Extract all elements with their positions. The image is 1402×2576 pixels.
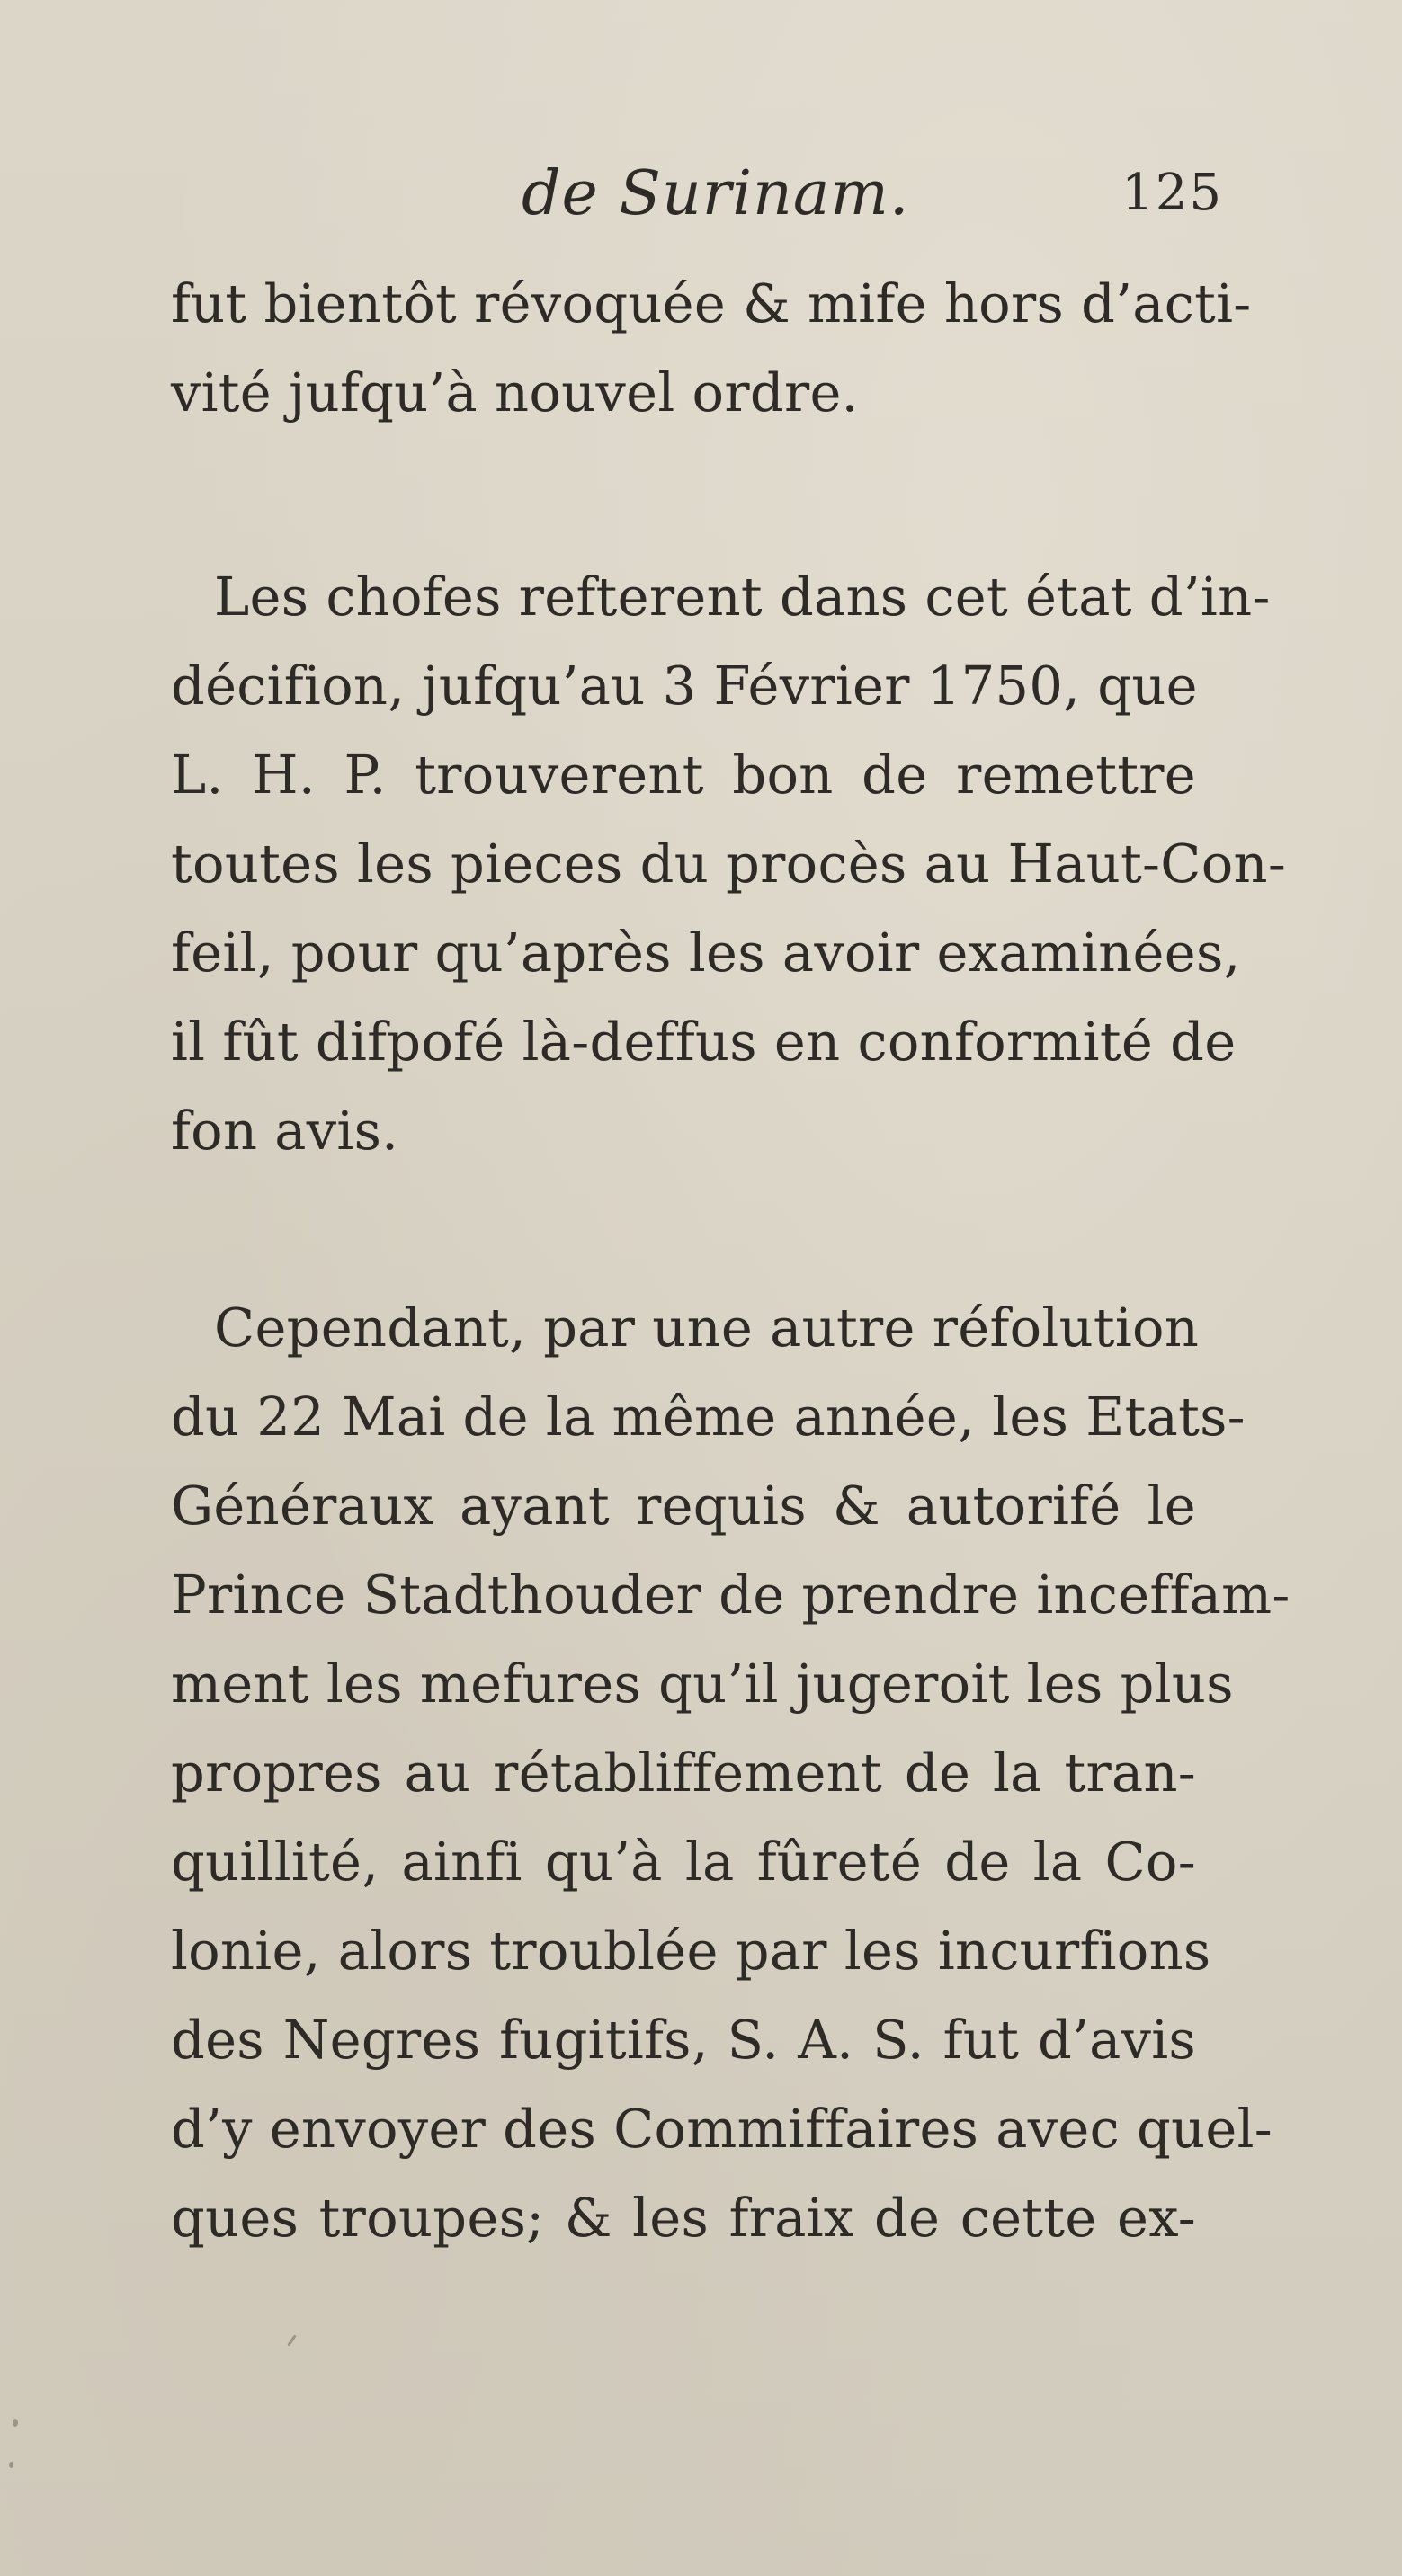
running-head <box>522 158 1223 239</box>
text-line: toutes les pieces du procès au Haut-Con- <box>171 833 1287 895</box>
text-line: fut bientôt révoquée & mife hors d’acti- <box>171 272 1252 334</box>
text-line: quillité, ainfi qu’à la fûreté de la Co- <box>171 1831 1196 1893</box>
text-line: Les chofes refterent dans cet état d’in- <box>214 566 1271 628</box>
paper-speck <box>9 2462 13 2468</box>
text-line: vité jufqu’à nouvel ordre. <box>171 361 859 423</box>
text-line: ques troupes; & les fraix de cette ex- <box>171 2187 1196 2249</box>
text-line: des Negres fugitifs, S. A. S. fut d’avis <box>171 2009 1196 2071</box>
running-title: de Surinam. <box>522 158 910 229</box>
text-line: il fût difpofé là-deffus en conformité de <box>171 1011 1237 1073</box>
paper-speck <box>287 2334 296 2346</box>
text-line: d’y envoyer des Commiffaires avec quel- <box>171 2098 1273 2160</box>
text-line: Cependant, par une autre réfolution <box>214 1297 1200 1359</box>
text-line: L. H. P. trouverent bon de remettre <box>171 744 1196 806</box>
text-line: du 22 Mai de la même année, les Etats- <box>171 1386 1246 1448</box>
paragraph-gap <box>171 1175 1196 1283</box>
paper-speck <box>13 2419 18 2427</box>
text-line: fon avis. <box>171 1100 399 1162</box>
body-text <box>171 259 1290 2262</box>
text-line: Généraux ayant requis & autorifé le <box>171 1475 1196 1537</box>
text-line: ment les mefures qu’il jugeroit les plus <box>171 1653 1234 1715</box>
text-line: propres au rétabliffement de la tran- <box>171 1742 1196 1804</box>
page-number: 125 <box>1121 164 1223 222</box>
paragraph-gap <box>171 437 1196 552</box>
text-line: Prince Stadthouder de prendre inceffam- <box>171 1564 1290 1626</box>
text-line: décifion, jufqu’au 3 Février 1750, que <box>171 655 1198 717</box>
text-line: feil, pour qu’après les avoir examinées, <box>171 922 1241 984</box>
text-line: lonie, alors troublée par les incurfions <box>171 1920 1211 1982</box>
